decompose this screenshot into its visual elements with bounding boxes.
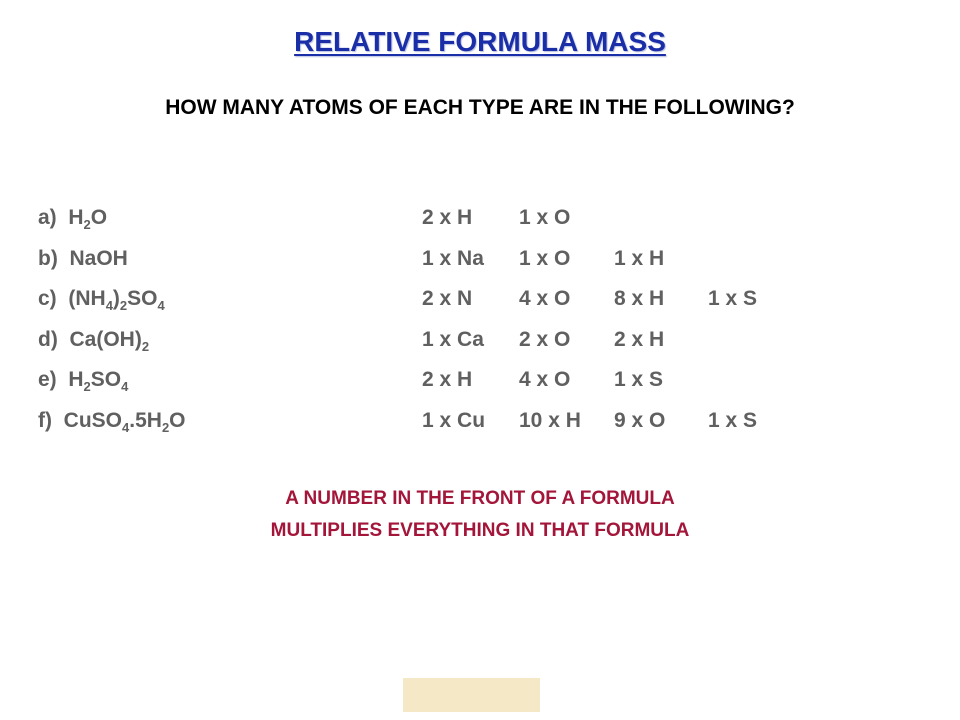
formula-text: CuSO bbox=[63, 408, 123, 432]
slide-title: RELATIVE FORMULA MASS bbox=[294, 26, 666, 57]
item-letter: c) bbox=[38, 287, 57, 311]
item-letter: e) bbox=[38, 368, 57, 392]
formula-text: H bbox=[68, 206, 84, 229]
atom-count: 2 x O bbox=[519, 327, 571, 351]
formula-label bbox=[38, 206, 107, 230]
atom-count: 4 x O bbox=[519, 368, 571, 392]
item-letter: b) bbox=[38, 246, 58, 270]
atom-count: 10 x H bbox=[519, 408, 581, 432]
atom-count: 8 x H bbox=[614, 287, 665, 311]
atom-count: 1 x O bbox=[519, 206, 571, 229]
formula-subscript: 2 bbox=[141, 338, 150, 354]
item-letter: f) bbox=[38, 408, 52, 432]
formula-text: ) bbox=[112, 287, 120, 311]
atom-count: 4 x O bbox=[519, 287, 571, 311]
question-heading: HOW MANY ATOMS OF EACH TYPE ARE IN THE FOLLOWING? bbox=[165, 96, 795, 119]
formula-subscript: 4 bbox=[157, 298, 165, 314]
note-line-2: MULTIPLIES EVERYTHING IN THAT FORMULA bbox=[270, 520, 690, 541]
formula-text: SO bbox=[90, 368, 122, 392]
atom-count: 2 x H bbox=[614, 327, 665, 351]
formula-label bbox=[38, 287, 165, 314]
formula-text: O bbox=[90, 206, 108, 229]
formula-subscript: 2 bbox=[119, 298, 128, 314]
formula-text: SO bbox=[127, 287, 158, 311]
formula-text: .5H bbox=[129, 408, 162, 432]
atom-count: 1 x Cu bbox=[422, 408, 486, 432]
formula-label bbox=[38, 328, 149, 352]
atom-count: 1 x Na bbox=[422, 246, 484, 270]
formula-subscript: 2 bbox=[161, 419, 170, 435]
formula-subscript: 2 bbox=[83, 217, 91, 232]
formula-text: O bbox=[169, 408, 186, 432]
atom-count: 1 x S bbox=[708, 287, 758, 311]
atom-count: 1 x S bbox=[614, 368, 664, 392]
note-line-1: A NUMBER IN THE FRONT OF A FORMULA bbox=[285, 488, 675, 509]
formula-subscript: 2 bbox=[83, 379, 91, 395]
atom-count: 2 x H bbox=[422, 206, 473, 229]
atom-count: 1 x O bbox=[519, 246, 571, 270]
formula-text: H bbox=[68, 368, 84, 392]
atom-count: 2 x H bbox=[422, 368, 473, 392]
item-letter: a) bbox=[38, 206, 57, 229]
atom-count: 2 x N bbox=[422, 287, 473, 311]
atom-count: 1 x Ca bbox=[422, 327, 484, 351]
item-letter: d) bbox=[38, 327, 58, 351]
formula-subscript: 4 bbox=[122, 419, 130, 435]
formula-subscript: 4 bbox=[121, 379, 129, 395]
formula-label bbox=[38, 247, 128, 271]
beige-rectangle bbox=[403, 678, 540, 712]
formula-subscript: 4 bbox=[105, 298, 113, 314]
formula-label bbox=[38, 368, 129, 395]
formula-text: (NH bbox=[68, 287, 106, 311]
formula-label bbox=[38, 409, 186, 433]
atom-count: 1 x S bbox=[708, 408, 758, 432]
atom-count: 9 x O bbox=[614, 408, 666, 432]
atom-count: 1 x H bbox=[614, 246, 665, 270]
formula-text: Ca(OH) bbox=[69, 327, 142, 351]
formula-text: NaOH bbox=[69, 246, 128, 270]
